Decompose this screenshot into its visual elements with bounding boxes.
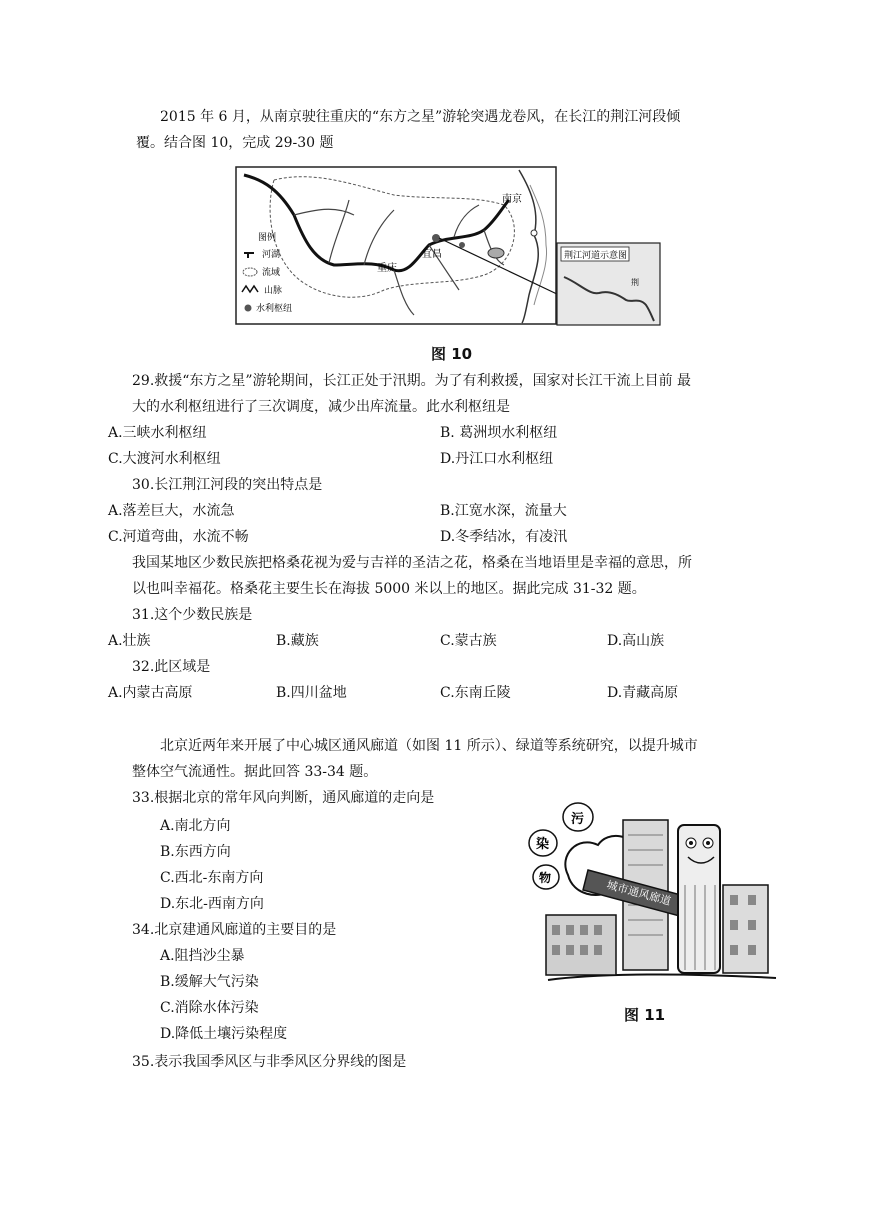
city-chongqing: 重庆 — [377, 263, 397, 274]
q32-stem: 32.此区域是 — [132, 659, 211, 675]
intro3-line1: 北京近两年来开展了中心城区通风廊道（如图 11 所示）、绿道等系统研究，以提升城市 — [160, 738, 698, 754]
q34-stem: 34.北京建通风廊道的主要目的是 — [132, 922, 337, 938]
yangtze-map-graphic — [234, 165, 662, 327]
q33-stem: 33.根据北京的常年风向判断，通风廊道的走向是 — [132, 790, 435, 806]
q32-option-a: A.内蒙古高原 — [108, 685, 193, 701]
q29-option-d: D.丹江口水利枢纽 — [440, 451, 554, 467]
q31-option-c: C.蒙古族 — [440, 633, 497, 649]
inset-label: 荆 — [631, 278, 639, 287]
intro2-line1: 我国某地区少数民族把格桑花视为爱与吉祥的圣洁之花，格桑在当地语里是幸福的意思，所 — [132, 555, 692, 571]
q33-option-a: A.南北方向 — [160, 818, 231, 834]
city-nanjing: 南京 — [502, 194, 522, 205]
intro2-line2: 以也叫幸福花。格桑花主要生长在海拔 5000 米以上的地区。据此完成 31-32 题。 — [132, 581, 646, 597]
q29-option-a: A.三峡水利枢纽 — [108, 425, 207, 441]
bubble-char-1: 污 — [571, 812, 585, 827]
figure-10-map — [234, 165, 662, 327]
figure-11-caption: 图 11 — [624, 1006, 666, 1024]
q29-stem-line2: 大的水利枢纽进行了三次调度，减少出库流量。此水利枢纽是 — [132, 399, 510, 415]
q34-option-d: D.降低土壤污染程度 — [160, 1026, 288, 1042]
inset-title: 荆江河道示意图 — [564, 251, 628, 261]
figure-11-cartoon — [528, 795, 778, 990]
city-yichang: 宜昌 — [422, 249, 442, 260]
legend-dam: 水利枢纽 — [256, 304, 293, 314]
q32-option-d: D.青藏高原 — [607, 685, 679, 701]
intro3-line2: 整体空气流通性。据此回答 33-34 题。 — [132, 764, 378, 780]
legend-mountain: 山脉 — [264, 286, 283, 296]
q29-stem-line1: 29.救援“东方之星”游轮期间，长江正处于汛期。为了有利救援，国家对长江干流上目前 最 — [132, 373, 692, 389]
intro1-line1: 2015 年 6 月，从南京驶往重庆的“东方之星”游轮突遇龙卷风，在长江的荆江河段倾 — [160, 109, 681, 125]
q35-stem: 35.表示我国季风区与非季风区分界线的图是 — [132, 1054, 407, 1070]
legend-basin: 流域 — [262, 268, 281, 278]
dam-marker-icon — [432, 234, 440, 242]
legend-river: 河湖 — [262, 250, 281, 260]
q33-option-d: D.东北-西南方向 — [160, 896, 264, 912]
figure-10-caption: 图 10 — [431, 345, 473, 363]
q31-option-a: A.壮族 — [108, 633, 151, 649]
corridor-banner: 城市通风廊道 — [605, 878, 673, 908]
ventilation-corridor-illustration — [528, 795, 778, 990]
q30-option-d: D.冬季结冰，有凌汛 — [440, 529, 568, 545]
q31-option-b: B.藏族 — [276, 633, 319, 649]
q29-option-c: C.大渡河水利枢纽 — [108, 451, 221, 467]
q30-option-a: A.落差巨大，水流急 — [108, 503, 235, 519]
intro1-line2: 覆。结合图 10，完成 29-30 题 — [136, 135, 334, 151]
q32-option-c: C.东南丘陵 — [440, 685, 511, 701]
q30-stem: 30.长江荆江河段的突出特点是 — [132, 477, 323, 493]
q31-option-d: D.高山族 — [607, 633, 665, 649]
q31-stem: 31.这个少数民族是 — [132, 607, 253, 623]
q32-option-b: B.四川盆地 — [276, 685, 347, 701]
q29-option-b: B. 葛洲坝水利枢纽 — [440, 425, 558, 441]
q34-option-b: B.缓解大气污染 — [160, 974, 259, 990]
q34-option-c: C.消除水体污染 — [160, 1000, 259, 1016]
q33-option-b: B.东西方向 — [160, 844, 231, 860]
q30-option-c: C.河道弯曲，水流不畅 — [108, 529, 249, 545]
q30-option-b: B.江宽水深，流量大 — [440, 503, 567, 519]
bubble-char-3: 物 — [539, 871, 552, 885]
bubble-char-2: 染 — [536, 837, 550, 852]
q34-option-a: A.阻挡沙尘暴 — [160, 948, 245, 964]
legend-title: 图例 — [258, 233, 277, 243]
q33-option-c: C.西北-东南方向 — [160, 870, 264, 886]
